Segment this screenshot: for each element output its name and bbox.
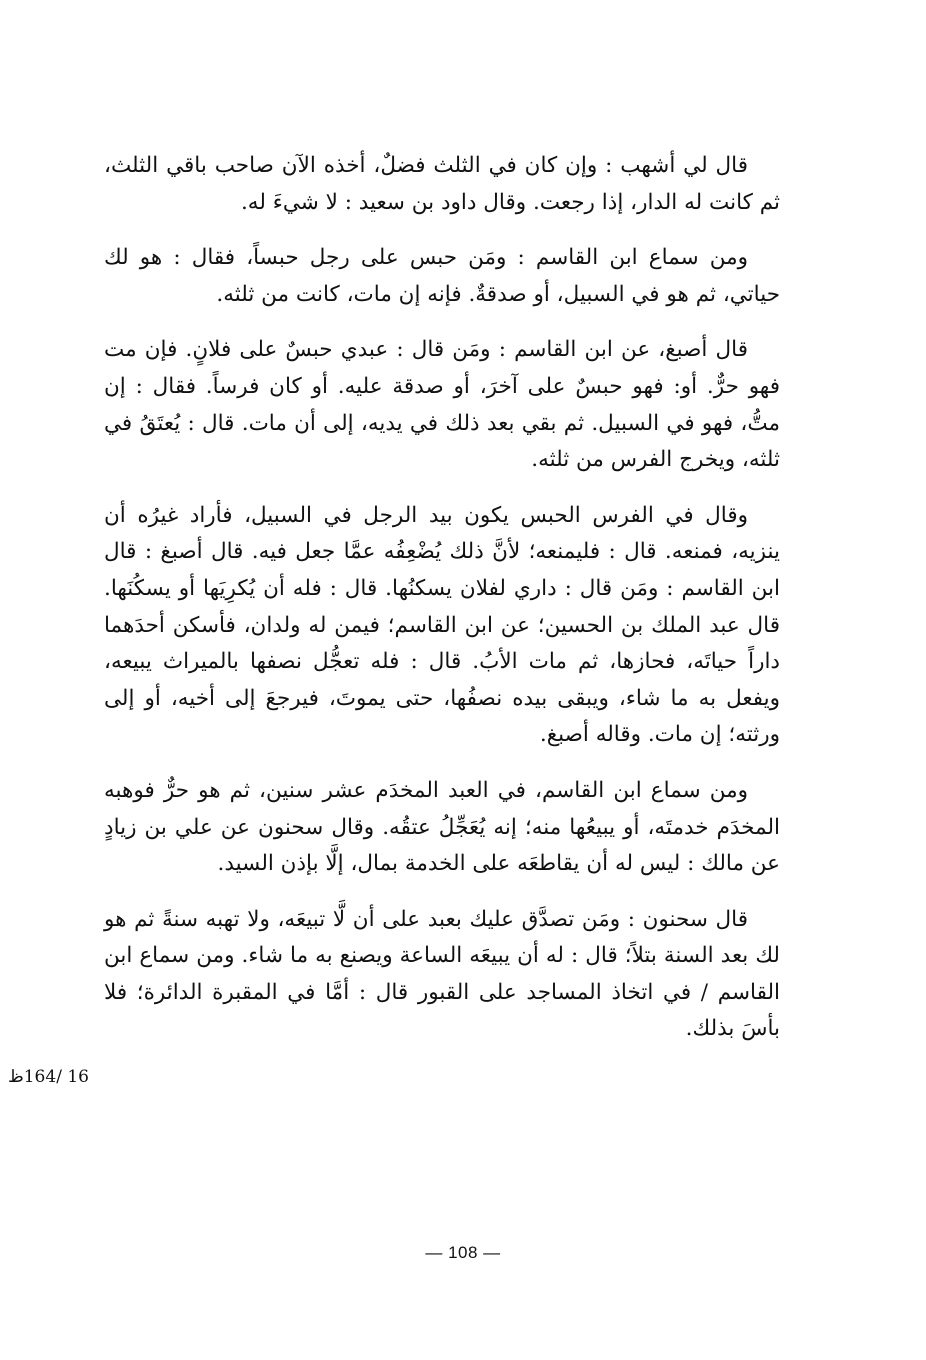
paragraph-1: قال لي أشهب : وإن كان في الثلث فضلٌ، أخذه الآن صاحب باقي الثلث، ثم كانت له الدار، إذا رجعت. وقال داود بن سعيد : لا شيءَ له. <box>104 153 780 215</box>
paragraph-5: ومن سماع ابن القاسم، في العبد المخدَم عشر سنين، ثم هو حرٌّ فوهبه المخدَم خدمتَه، أو يبيعُها منه؛ إنه يُعَجِّلُ عتقُه. وقال سحنون عن علي بن زيادٍ عن مالك : ليس له أن يقاطعَه على الخدمة بمال، إلَّا بإذن السيد. <box>104 777 780 877</box>
manuscript-folio-reference: 16 /164ظ <box>8 1067 89 1087</box>
paragraph-6: قال سحنون : ومَن تصدَّق عليك بعبد على أن لَّا تبيعَه، ولا تهبه سنةً ثم هو لك بعد السنة بتلاً؛ قال : له أن يبيعَه الساعة ويصنع به ما شاء. ومن سماع ابن القاسم / في اتخاذ المساجد على القبور قال : أمَّا في المقبرة الدائرة؛ فلا بأسَ بذلك. <box>104 906 780 1042</box>
paragraph-4: وقال في الفرس الحبس يكون بيد الرجل في السبيل، فأراد غيرُه أن ينزيه، فمنعه. قال : فليمنعه؛ لأنَّ ذلك يُضْعِفُه عمَّا جعل فيه. قال أصبغ : قال ابن القاسم : ومَن قال : داري لفلان يسكنُها. قال : فله أن يُكرِيَها أو يسكُنَها. قال عبد الملك بن الحسين؛ عن ابن القاسم؛ فيمن له ولدان، فأسكن أحدَهما داراً حياتَه، فحازها، ثم مات الأبُ. قال : فله تعجُّل نصفها بالميراث يبيعه، ويفعل به ما شاء، ويبقى بيده نصفُها، حتى يموتَ، فيرجعَ إلى أخيه، أو إلى ورثته؛ إن مات. وقاله أصبغ. <box>104 502 780 748</box>
page-number: — 108 — <box>425 1243 501 1262</box>
paragraph-2: ومن سماع ابن القاسم : ومَن حبس على رجل حبساً، فقال : هو لك حياتي، ثم هو في السبيل، أو صدقةٌ. فإنه إن مات، كانت من ثلثه. <box>104 245 780 307</box>
main-text <box>104 148 780 1067</box>
paragraph-3: قال أصبغ، عن ابن القاسم : ومَن قال : عبدي حبسٌ على فلانٍ. فإن مت فهو حرٌّ. أو: فهو حبسٌ على آخرَ، أو صدقة عليه. أو كان فرساً. فقال : إن متُّ، فهو في السبيل. ثم بقي بعد ذلك في يديه، إلى أن مات. قال : يُعتَقُ في ثلثه، ويخرج الفرس من ثلثه. <box>104 337 780 473</box>
